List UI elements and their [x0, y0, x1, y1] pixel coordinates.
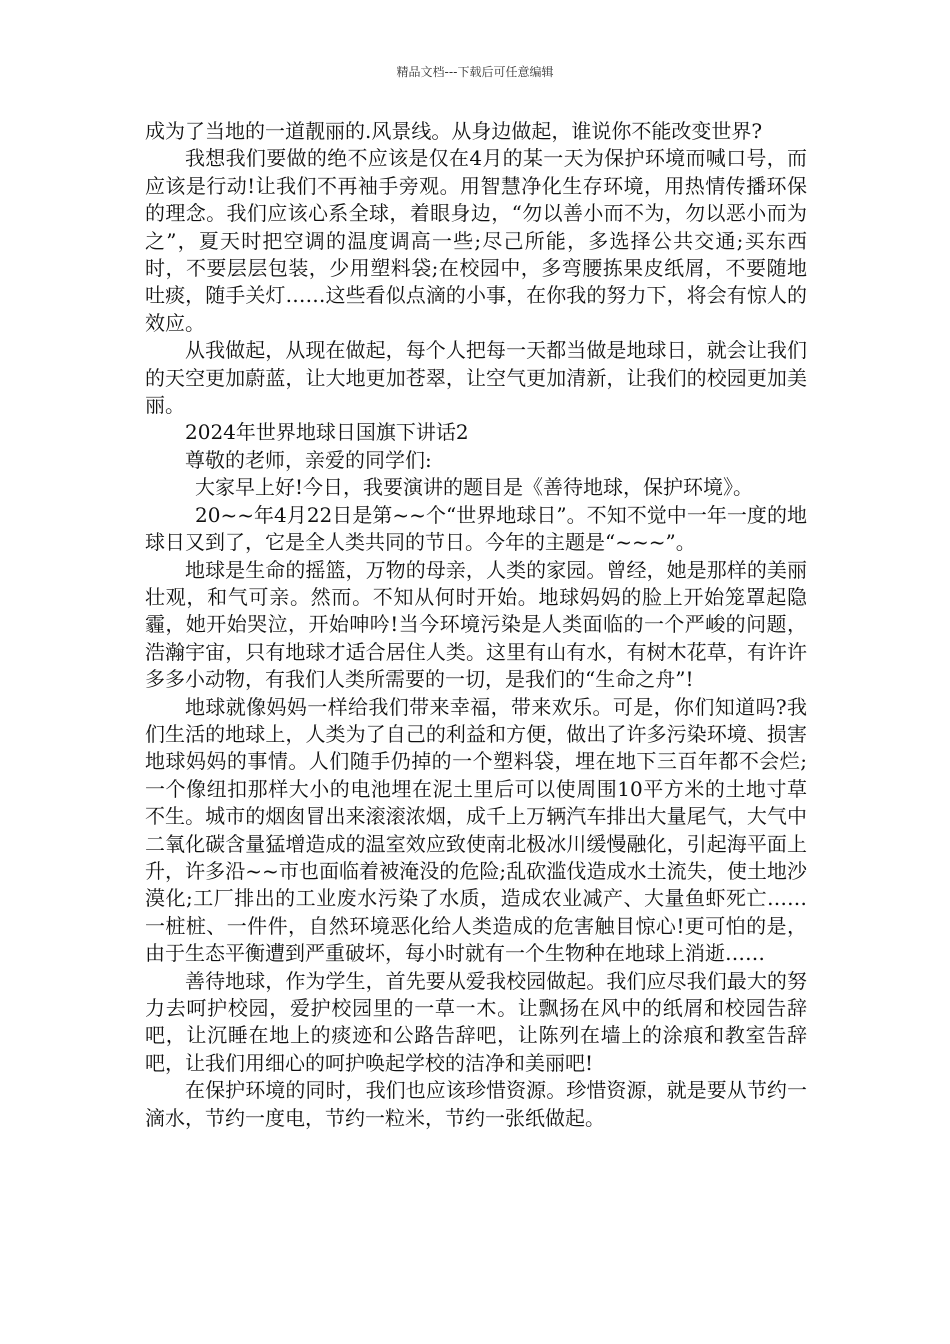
document-body [145, 118, 807, 1132]
paragraph-cradle: 地球是生命的摇篮，万物的母亲，人类的家园。曾经，她是那样的美丽壮观，和气可亲。然而。不知从何时开始。地球妈妈的脸上开始笼罩起隐霾，她开始哭泣，开始呻吟!当今环境污染是人类面临的一个严峻的问题，浩瀚宇宙，只有地球才适合居住人类。这里有山有水，有树木花草，有许许多多小动物，有我们人类所需要的一切，是我们的“生命之舟”! [145, 557, 807, 692]
paragraph-2: 我想我们要做的绝不应该是仅在4月的某一天为保护环境而喊口号，而应该是行动!让我们不再袖手旁观。用智慧净化生存环境，用热情传播环保的理念。我们应该心系全球，着眼身边，“勿以善小而不为，勿以恶小而为之”，夏天时把空调的温度调高一些;尽己所能，多选择公共交通;买东西时，不要层层包装，少用塑料袋;在校园中，多弯腰拣果皮纸屑，不要随地吐痰，随手关灯……这些看似点滴的小事，在你我的努力下，将会有惊人的效应。 [145, 146, 807, 335]
speech-title: 2024年世界地球日国旗下讲话2 [185, 420, 469, 445]
paragraph-1: 成为了当地的一道靓丽的.风景线。从身边做起，谁说你不能改变世界? [145, 119, 763, 143]
paragraph-pollution: 地球就像妈妈一样给我们带来幸福，带来欢乐。可是，你们知道吗?我们生活的地球上，人类为了自己的利益和方便，做出了许多污染环境、损害地球妈妈的事情。人们随手仍掉的一个塑料袋，埋在地下三百年都不会烂;一个像纽扣那样大小的电池埋在泥土里后可以使周围10平方米的土地寸草不生。城市的烟囱冒出来滚滚浓烟，成千上万辆汽车排出大量尾气，大气中二氧化碳含量猛增造成的温室效应致使南北极冰川缓慢融化，引起海平面上升，许多沿~~市也面临着被淹没的危险;乱砍滥伐造成水土流失，使土地沙漠化;工厂排出的工业废水污染了水质，造成农业减产、大量鱼虾死亡……一桩桩、一件件，自然环境恶化给人类造成的危害触目惊心!更可怕的是，由于生态平衡遭到严重破坏，每小时就有一个生物种在地球上消逝…… [145, 694, 807, 966]
salutation: 尊敬的老师，亲爱的同学们: [185, 447, 432, 472]
paragraph-campus: 善待地球，作为学生，首先要从爱我校园做起。我们应尽我们最大的努力去呵护校园，爱护校园里的一草一木。让飘扬在风中的纸屑和校园告辞吧，让沉睡在地上的痰迹和公路告辞吧，让陈列在墙上的涂痕和教室告辞吧，让我们用细心的呵护唤起学校的洁净和美丽吧! [145, 968, 807, 1075]
paragraph-earth-day: 20~~年4月22日是第~~个“世界地球日”。不知不觉中一年一度的地球日又到了，它是全人类共同的节日。今年的主题是“~~~”。 [145, 502, 807, 555]
page-header: 精品文档---下载后可任意编辑 [396, 65, 554, 79]
paragraph-greeting: 大家早上好!今日，我要演讲的题目是《善待地球，保护环境》。 [195, 475, 754, 500]
paragraph-3: 从我做起，从现在做起，每个人把每一天都当做是地球日，就会让我们的天空更加蔚蓝，让大地更加苍翠，让空气更加清新，让我们的校园更加美丽。 [145, 338, 807, 418]
paragraph-resources: 在保护环境的同时，我们也应该珍惜资源。珍惜资源，就是要从节约一滴水，节约一度电，节约一粒米，节约一张纸做起。 [145, 1078, 807, 1130]
